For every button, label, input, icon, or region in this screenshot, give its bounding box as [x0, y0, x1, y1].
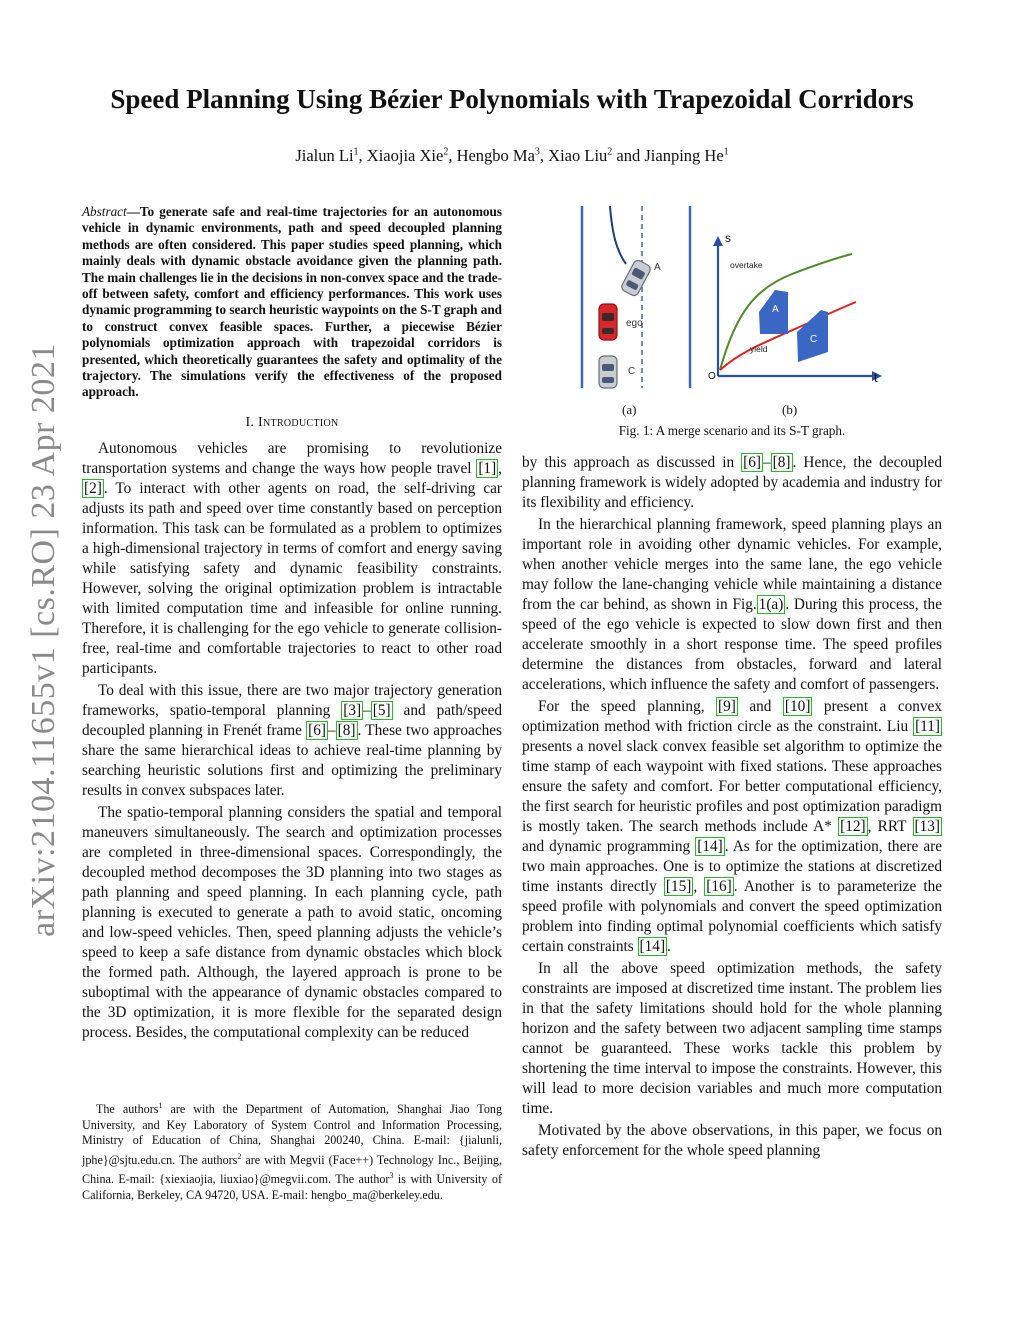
footnote-mark: 2 — [237, 1151, 242, 1161]
text-run: are with the Department of Automation, Shanghai Jiao Tong University, and Key Laboratory of System Control and Information Processing, Ministry of Education of China, Shanghai 200240, China. E-mail: {jialunli, jphe}@sjtu.edu.cn. The authors — [82, 1102, 502, 1167]
author-name: Jianping He — [644, 146, 724, 165]
author-affiliation-mark: 2 — [443, 146, 449, 158]
section-heading-introduction — [82, 415, 502, 431]
text-run: – — [763, 454, 771, 471]
right-column — [522, 453, 942, 1161]
author-name: Xiao Liu — [548, 146, 608, 165]
label-s-axis: s — [725, 231, 731, 245]
label-yield: yield — [750, 344, 768, 354]
intro-paragraph-7: Motivated by the above observations, in this paper, we focus on safety enforcement for the whole speed planning — [522, 1122, 942, 1159]
text-run: by this approach as discussed in — [522, 454, 742, 471]
text-run: and dynamic programming — [522, 838, 696, 855]
abstract-dash: — — [126, 204, 140, 219]
intro-paragraph-5 — [522, 697, 942, 957]
citation-link[interactable]: [5] — [372, 701, 391, 719]
text-run: . To interact with other agents on road, the self-driving car adjusts its path and speed over time constantly based on perception information. This task can be formulated as a problem to optimizes a high-dimensional trajectory in terms of comfort and energy saving while satisfying safety and dynamic feasibility constraints. However, solving the original optimization problem is intractable with limited computation time and infeasible for online running. Therefore, it is challenging for the ego vehicle to generate collision-free, real-time and comfortable trajectories to react to other road participants. — [82, 479, 502, 677]
arxiv-stamp-text: arXiv:2104.11655v1 [cs.RO] 23 Apr 2021 — [25, 343, 62, 937]
subfigure-a-label: (a) — [622, 402, 637, 417]
text-run: For the speed planning, — [538, 698, 717, 715]
text-run: To deal with this issue, there are two major trajectory generation frameworks, spatio-temporal planning — [82, 681, 502, 719]
vehicle-a-icon — [620, 259, 652, 297]
arxiv-stamp — [14, 340, 74, 940]
text-run: In the hierarchical planning framework, speed planning plays an important role in avoiding other dynamic vehicles. For example, when another vehicle merges into the same lane, the ego vehicle may follow the lane-changing vehicle while maintaining a distance from the car behind, as shown in Fig. — [522, 516, 942, 613]
citation-link[interactable]: [9] — [718, 698, 736, 715]
label-t-axis: t — [874, 370, 878, 385]
citation-link[interactable]: [15] — [665, 878, 692, 895]
s-axis-arrow — [713, 236, 723, 246]
figure-1 — [560, 202, 940, 442]
author-list — [60, 146, 964, 166]
left-column — [82, 204, 502, 1043]
section-title: Introduction — [258, 414, 339, 430]
citation-link[interactable]: [16] — [706, 878, 732, 895]
author-affiliation-mark: 1 — [353, 146, 359, 158]
label-vehicle-c: C — [628, 366, 636, 377]
figure-1-graphic — [560, 202, 940, 402]
text-run: . Hence, the decoupled planning framework is widely adopted by academia and industry for its flexibility and efficiency. — [522, 454, 942, 511]
intro-paragraph-4 — [522, 515, 942, 695]
citation-link[interactable]: [12] — [840, 818, 866, 835]
text-run: . Another is to parameterize the speed profile with polynomials and convert the speed optimization problem into finding optimal polynomial coefficients which satisfy certain constraints — [522, 878, 943, 955]
label-obstacle-a: A — [772, 304, 779, 315]
text-run: , RRT — [867, 818, 913, 835]
text-run: present a convex optimization method with friction circle as the constraint. Liu — [522, 698, 942, 735]
citation-link[interactable]: [2] — [84, 479, 102, 497]
citation-link[interactable]: [14] — [639, 938, 666, 955]
citation-link[interactable]: [14] — [697, 838, 723, 855]
citation-link[interactable]: [8] — [772, 454, 791, 471]
author-affiliation-mark: 3 — [534, 146, 540, 158]
text-run: – — [328, 721, 336, 739]
citation-link[interactable]: [6] — [743, 454, 762, 471]
text-run: are with Megvii (Face++) Technology Inc., Beijing, China. E-mail: {xiexiaojia, liuxiao}@megvii.com. The author — [82, 1152, 502, 1187]
text-run: presents a novel slack convex feasible set algorithm to optimize the time stamp of each waypoint with fixed stations. These approaches ensure the safety and comfort. For better computational efficiency, the first search for heuristic profiles and post optimization paradigm is mostly taken. The search methods include A* — [522, 738, 942, 835]
intro-paragraph-1 — [82, 439, 502, 679]
text-run: , — [693, 878, 705, 895]
author-affiliation-mark: 1 — [723, 146, 729, 158]
abstract-label: Abstract — [82, 204, 127, 219]
author-separator: and — [612, 146, 645, 165]
author-separator: , — [448, 146, 457, 165]
abstract — [82, 204, 502, 401]
vehicle-c-icon — [599, 356, 617, 388]
citation-link[interactable]: [10] — [784, 698, 811, 715]
text-run: Autonomous vehicles are promising to revolutionize transportation systems and change the ways how people travel — [82, 439, 502, 477]
text-run: – — [363, 701, 371, 719]
text-run: and — [737, 698, 783, 715]
footnote-mark: 1 — [158, 1101, 163, 1110]
citation-link[interactable]: [1] — [478, 459, 497, 477]
label-obstacle-c: C — [810, 334, 818, 345]
figure-link[interactable]: 1(a) — [758, 596, 784, 613]
citation-link[interactable]: [13] — [914, 818, 940, 835]
text-run: . As for the optimization, there are two main approaches. One is to optimize the stations at discretized time instants directly — [522, 838, 942, 895]
text-run: is with University of California, Berkeley, CA 94720, USA. E-mail: hengbo_ma@berkeley.edu. — [82, 1172, 503, 1203]
author-separator: , — [539, 146, 549, 165]
abstract-text: To generate safe and real-time trajectories for an autonomous vehicle in dynamic environments, path and speed decoupled planning methods are often considered. This paper studies speed planning, which mainly deals with dynamic obstacle avoidance given the planning path. The main challenges lie in the decisions in non-convex space and the trade-off between safety, comfort and efficiency performances. This work uses dynamic programming to search heuristic waypoints on the S-T graph and to construct convex feasible spaces. Further, a piecewise Bézier polynomials optimization approach with trapezoidal corridors is presented, which theoretically guarantees the safety and optimality of the trajectory. The simulations verify the effectiveness of the proposed approach. — [82, 204, 502, 400]
paper-title: Speed Planning Using Bézier Polynomials with Trapezoidal Corridors — [110, 84, 914, 114]
text-run: . These two approaches share the same hierarchical ideas to achieve real-time planning by searching heuristic solutions first and optimizing the preliminary results in convex subspaces later. — [82, 721, 503, 799]
author-separator: , — [358, 146, 367, 165]
text-run: . — [667, 938, 671, 955]
citation-link[interactable]: [6] — [308, 721, 327, 739]
author-name: Hengbo Ma — [456, 146, 535, 165]
text-run: and path/speed decoupled planning in Frenét frame — [82, 701, 503, 739]
label-ego: ego — [626, 318, 643, 329]
label-overtake: overtake — [730, 260, 763, 270]
label-vehicle-a: A — [654, 262, 661, 273]
text-run: , — [498, 459, 502, 477]
intro-paragraph-2 — [82, 681, 502, 801]
text-run: The authors — [96, 1102, 159, 1117]
citation-link[interactable]: [11] — [915, 718, 940, 735]
citation-link[interactable]: [8] — [337, 721, 356, 739]
author-name: Jialun Li — [295, 146, 354, 165]
section-number: I. — [245, 414, 255, 430]
ego-vehicle-icon — [599, 304, 617, 340]
citation-link[interactable]: [3] — [343, 701, 362, 719]
intro-paragraph-6: In all the above speed optimization methods, the safety constraints are imposed at discretized time instant. The problem lies in that the safety limitations should hold for the whole planning horizon and the safety between two adjacent sampling time stamps cannot be guaranteed. These works tackle this problem by shortening the time interval to impose the constraints. However, this will lead to more decision variables and much more computation time. — [522, 960, 942, 1117]
intro-paragraph-continuation — [522, 453, 942, 513]
figure-caption: Fig. 1: A merge scenario and its S-T graph. — [618, 423, 846, 438]
intro-paragraph-3: The spatio-temporal planning considers the spatial and temporal maneuvers simultaneously. The search and optimization processes are completed in three-dimensional spaces. Correspondingly, the decoupled method decomposes the 3D planning into two stages as path planning and speed planning. In each planning cycle, path planning is executed to generate a path to avoid static, oncoming and low-speed vehicles. Then, speed planning adjusts the vehicle’s speed to keep a safe distance from dynamic obstacles which block the formed path. Although, the layered approach is prone to be suboptimal with the appearance of dynamic obstacles compared to the 3D optimization, it is more flexible for the separated design process. Besides, the computational complexity can be reduced — [82, 803, 502, 1041]
merge-trajectory — [610, 206, 626, 264]
footnote-mark: 3 — [389, 1171, 394, 1181]
author-name: Xiaojia Xie — [366, 146, 444, 165]
text-run: . During this process, the speed of the ego vehicle is expected to slow down first and then accelerate smoothly in a short response time. The speed profiles determine the distances from obstacles, forward and lateral accelerations, which influence the safety and comfort of passengers. — [522, 596, 942, 693]
author-affiliation-mark: 2 — [607, 146, 613, 158]
label-origin: O — [708, 371, 716, 382]
author-footnote — [82, 1098, 502, 1204]
subfigure-b-label: (b) — [782, 402, 798, 417]
